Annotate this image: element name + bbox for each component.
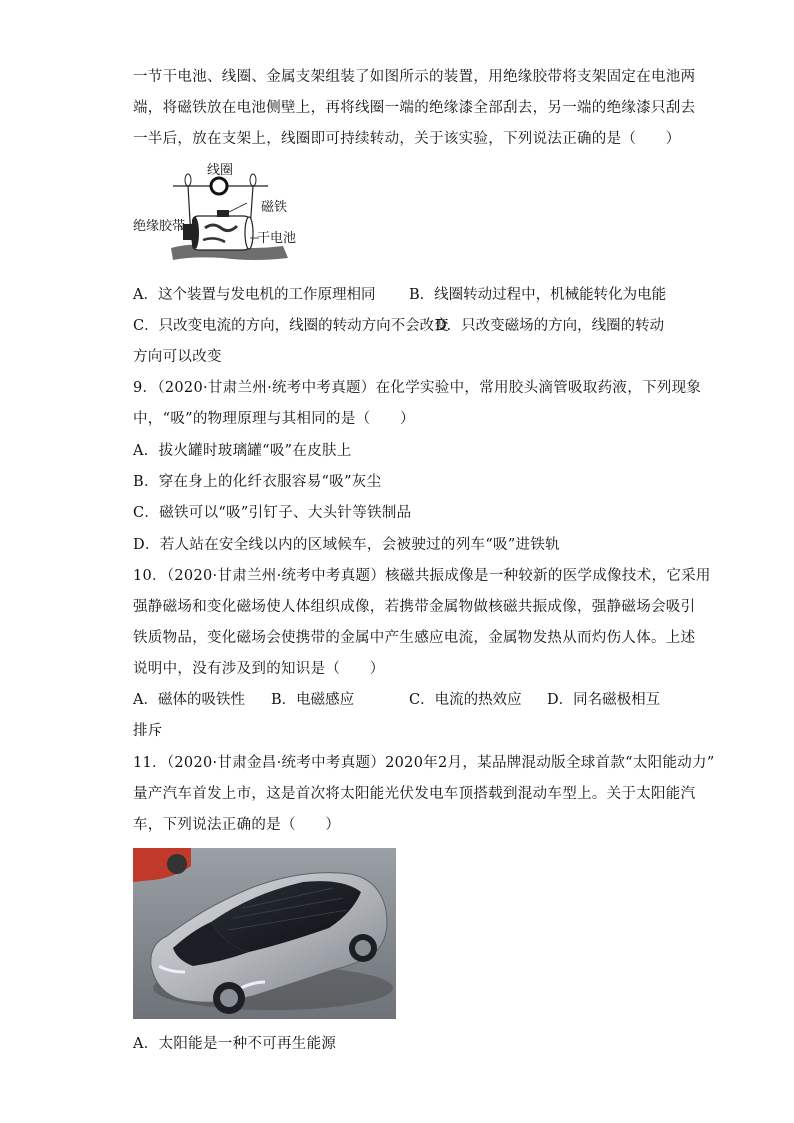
coil-label: 线圈 bbox=[207, 163, 234, 178]
q8-option-c: C．只改变电流的方向，线圈的转动方向不会改变 bbox=[133, 318, 449, 334]
q11-option-a: A．太阳能是一种不可再生能源 bbox=[133, 1036, 337, 1052]
q10-stem-line-3: 铁质物品，变化磁场会使携带的金属中产生感应电流，金属物发热从而灼伤人体。上述 bbox=[133, 630, 696, 646]
q10-option-d: D．同名磁极相互 bbox=[547, 692, 661, 708]
q10-option-d-continued: 排斥 bbox=[133, 723, 163, 739]
q10-stem-line-1: 10．（2020·甘肃兰州·统考中考真题）核磁共振成像是一种较新的医学成像技术，它采用 bbox=[133, 568, 711, 584]
q8-option-a: A．这个装置与发电机的工作原理相同 bbox=[133, 287, 376, 303]
q10-option-b: B．电磁感应 bbox=[271, 692, 355, 708]
q9-stem-line-1: 9．（2020·甘肃兰州·统考中考真题）在化学实验中，常用胶头滴管吸取药液，下列现象 bbox=[133, 380, 702, 396]
q11-stem-line-1: 11．（2020·甘肃金昌·统考中考真题）2020年2月，某品牌混动版全球首款“太阳能动力” bbox=[133, 755, 715, 771]
tape-label: 绝缘胶带 bbox=[133, 219, 186, 234]
magnet-label: 磁铁 bbox=[261, 200, 288, 215]
q9-option-c: C．磁铁可以“吸”引钉子、大头针等铁制品 bbox=[133, 505, 412, 521]
motor-apparatus-figure bbox=[133, 158, 303, 270]
solar-car-photo bbox=[133, 848, 396, 1019]
q8-option-d: D．只改变磁场的方向，线圈的转动 bbox=[435, 318, 665, 334]
q9-stem-line-2: 中，“吸”的物理原理与其相同的是（ ） bbox=[133, 411, 415, 427]
q8-stem-line-2: 端，将磁铁放在电池侧壁上，再将线圈一端的绝缘漆全部刮去，另一端的绝缘漆只刮去 bbox=[133, 100, 696, 116]
q11-stem-line-3: 车，下列说法正确的是（ ） bbox=[133, 817, 341, 833]
q8-stem-line-3: 一半后，放在支架上，线圈即可持续转动，关于该实验，下列说法正确的是（ ） bbox=[133, 131, 681, 147]
q8-option-b: B．线圈转动过程中，机械能转化为电能 bbox=[409, 287, 667, 303]
q10-option-c: C．电流的热效应 bbox=[409, 692, 522, 708]
q8-option-d-continued: 方向可以改变 bbox=[133, 349, 222, 365]
q9-option-d: D．若人站在安全线以内的区域候车，会被驶过的列车“吸”进铁轨 bbox=[133, 537, 560, 553]
solar-car-image bbox=[133, 848, 396, 1019]
q9-option-a: A．拔火罐时玻璃罐“吸”在皮肤上 bbox=[133, 443, 352, 459]
q11-stem-line-2: 量产汽车首发上市，这是首次将太阳能光伏发电车顶搭载到混动车型上。关于太阳能汽 bbox=[133, 786, 696, 802]
q10-option-a: A．磁体的吸铁性 bbox=[133, 692, 245, 708]
q10-stem-line-4: 说明中，没有涉及到的知识是（ ） bbox=[133, 661, 385, 677]
q8-stem-line-1: 一节干电池、线圈、金属支架组装了如图所示的装置，用绝缘胶带将支架固定在电池两 bbox=[133, 69, 696, 85]
q10-stem-line-2: 强静磁场和变化磁场使人体组织成像，若携带金属物做核磁共振成像，强静磁场会吸引 bbox=[133, 599, 696, 615]
battery-label: 干电池 bbox=[257, 231, 297, 246]
q9-option-b: B．穿在身上的化纤衣服容易“吸”灰尘 bbox=[133, 474, 382, 490]
